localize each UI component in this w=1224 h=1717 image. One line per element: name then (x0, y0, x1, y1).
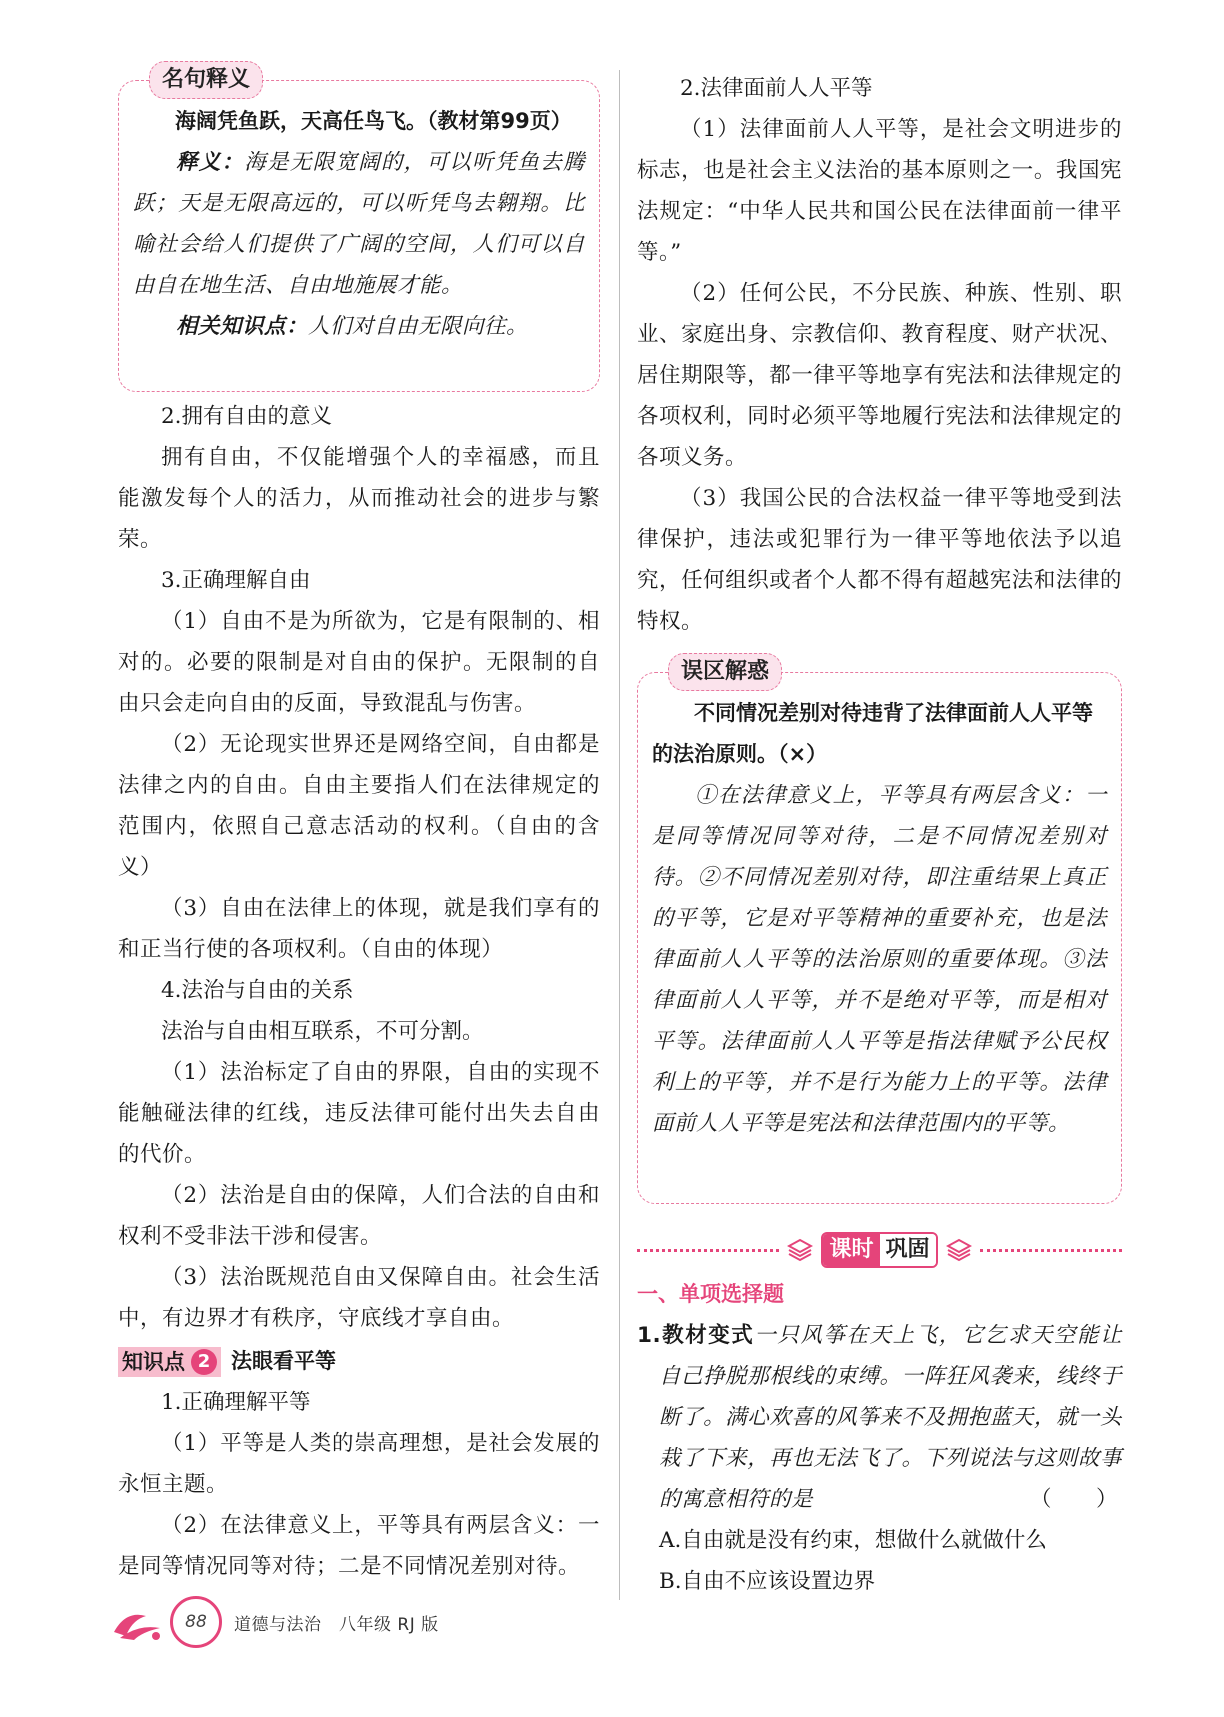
explain-label: 释义： (176, 150, 245, 175)
paragraph-equal-1: （1）法律面前人人平等，是社会文明进步的标志，也是社会主义法治的基本原则之一。我国宪法规定：“中华人民共和国公民在法律面前一律平等。” (637, 117, 1122, 265)
quote-box (118, 67, 600, 392)
paragraph-freedom-2: （2）无论现实世界还是网络空间，自由都是法律之内的自由。自由主要指人们在法律规定的范围内，依照自己意志活动的权利。（自由的含义） (118, 732, 600, 880)
misconception-box (637, 659, 1122, 1204)
quote-text: 海阔凭鱼跃，天高任鸟飞。（教材第99页） (175, 109, 572, 133)
option-b[interactable]: B.自由不应该设置边界 (659, 1569, 876, 1594)
related-text: 人们对自由无限向往。 (308, 314, 529, 339)
knowledge-point-badge (118, 1347, 221, 1377)
paragraph-law-freedom-0: 法治与自由相互联系，不可分割。 (161, 1019, 484, 1044)
knowledge-point-text: 法眼看平等 (231, 1349, 336, 1373)
left-column (118, 68, 600, 1587)
question-1-tag: 教材变式 (661, 1323, 755, 1348)
column-divider (619, 70, 620, 1600)
explain-text: 海是无限宽阔的，可以听凭鱼去腾跃；天是无限高远的，可以听凭鸟去翱翔。比喻社会给人们提供了广阔的空间，人们可以自由自在地生活、自由地施展才能。 (133, 150, 585, 298)
question-1-text: 一只风筝在天上飞，它乞求天空能让自己挣脱那根线的束缚。一阵狂风袭来，线终于断了。满心欢喜的风筝来不及拥抱蓝天，就一头栽了下来，再也无法飞了。下列说法与这则故事的寓意相符的是 (659, 1323, 1122, 1512)
paragraph-law-freedom-3: （3）法治既规范自由又保障自由。社会生活中，有边界才有秩序，守底线才享自由。 (118, 1265, 600, 1331)
paragraph-freedom-1: （1）自由不是为所欲为，它是有限制的、相对的。必要的限制是对自由的保护。无限制的自由只会走向自由的反面，导致混乱与伤害。 (118, 609, 600, 716)
quote-box-tag: 名句释义 (149, 61, 263, 99)
section-label-part-a: 课时 (823, 1234, 879, 1266)
knowledge-point-number: 2 (191, 1349, 217, 1375)
dotted-line-right (980, 1249, 1122, 1252)
question-1 (637, 1315, 1122, 1602)
misconception-explanation: ①在法律意义上，平等具有两层含义：一是同等情况同等对待，二是不同情况差别对待。②不同情况差别对待，即注重结果上真正的平等，它是对平等精神的重要补充，也是法律面前人人平等的法治原则的重要体现。③法律面前人人平等，并不是绝对平等，而是相对平等。法律面前人人平等是指法律赋予公民权利上的平等，并不是行为能力上的平等。法律面前人人平等是宪法和法律范围内的平等。 (652, 783, 1107, 1136)
option-a[interactable]: A.自由就是没有约束，想做什么就做什么 (659, 1528, 1047, 1553)
knowledge-point-title (118, 1341, 600, 1382)
quote-explanation (133, 142, 585, 306)
heading-equality-before-law: 2.法律面前人人平等 (680, 76, 873, 101)
paragraph-equal-2: （2）任何公民，不分民族、种族、性别、职业、家庭出身、宗教信仰、教育程度、财产状况、居住期限等，都一律平等地享有宪法和法律规定的各项权利，同时必须平等地履行宪法和法律规定的各项义务。 (637, 281, 1122, 470)
dotted-line-left (637, 1249, 779, 1252)
section-divider (637, 1228, 1122, 1272)
question-1-stem (637, 1315, 1122, 1520)
misconception-box-tag: 误区解惑 (668, 653, 782, 691)
paragraph-equal-3: （3）我国公民的合法权益一律平等地受到法律保护，违法或犯罪行为一律平等地依法予以追究，任何组织或者个人都不得有超越宪法和法律的特权。 (637, 486, 1122, 634)
heading-understand-equality: 1.正确理解平等 (161, 1390, 311, 1415)
stack-layers-icon (946, 1237, 972, 1263)
paragraph-equality-2: （2）在法律意义上，平等具有两层含义：一是同等情况同等对待；二是不同情况差别对待。 (118, 1513, 600, 1579)
page-number: 88 (170, 1596, 222, 1648)
paragraph-meaning-of-freedom: 拥有自由，不仅能增强个人的幸福感，而且能激发每个人的活力，从而推动社会的进步与繁荣。 (118, 445, 600, 552)
footer-book-title: 道德与法治 八年级 RJ 版 (234, 1614, 439, 1635)
heading-understand-freedom: 3.正确理解自由 (161, 568, 311, 593)
paragraph-equality-1: （1）平等是人类的崇高理想，是社会发展的永恒主题。 (118, 1431, 600, 1497)
section-label-part-b: 巩固 (880, 1234, 936, 1266)
question-section-heading: 一、单项选择题 (637, 1282, 784, 1306)
question-1-number: 1. (637, 1323, 662, 1348)
right-column (637, 68, 1122, 1602)
paragraph-law-freedom-2: （2）法治是自由的保障，人们合法的自由和权利不受非法干涉和侵害。 (118, 1183, 600, 1249)
page-footer (112, 1596, 439, 1648)
section-label (821, 1232, 937, 1268)
heading-rule-of-law-and-freedom: 4.法治与自由的关系 (161, 978, 354, 1003)
related-label: 相关知识点： (176, 314, 309, 339)
knowledge-point-label: 知识点 (122, 1349, 185, 1374)
paragraph-freedom-3: （3）自由在法律上的体现，就是我们享有的和正当行使的各项权利。（自由的体现） (118, 896, 600, 962)
misconception-statement: 不同情况差别对待违背了法律面前人人平等的法治原则。（×） (652, 701, 1093, 766)
quote-related (133, 306, 585, 347)
heading-meaning-of-freedom: 2.拥有自由的意义 (161, 404, 333, 429)
paragraph-law-freedom-1: （1）法治标定了自由的界限，自由的实现不能触碰法律的红线，违反法律可能付出失去自由的代价。 (118, 1060, 600, 1167)
stack-layers-icon (787, 1237, 813, 1263)
answer-blank[interactable]: （ ） (1029, 1487, 1118, 1512)
decorative-swoosh-icon (112, 1602, 166, 1642)
